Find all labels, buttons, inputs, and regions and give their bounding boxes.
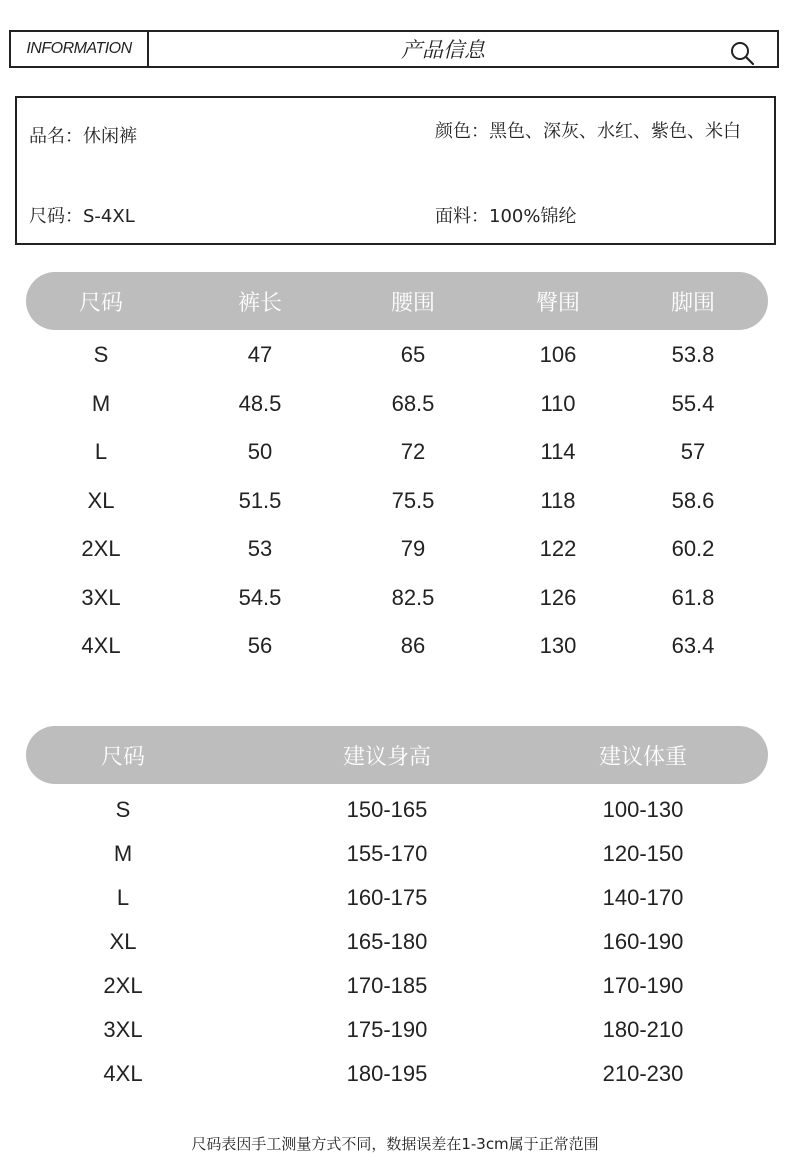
header-cell: 臀围 xyxy=(535,291,581,316)
product-colors: 颜色：黑色、深灰、水红、紫色、米白 xyxy=(435,121,741,142)
search-icon[interactable] xyxy=(729,40,755,66)
table-cell: 3XL xyxy=(81,584,121,610)
table-cell: 61.8 xyxy=(671,584,715,610)
table-cell: 210-230 xyxy=(602,1061,684,1086)
table-cell: 68.5 xyxy=(391,390,435,416)
table-cell: 60.2 xyxy=(671,536,715,561)
table-cell: S xyxy=(115,797,131,822)
table-cell: 140-170 xyxy=(602,885,684,910)
table-cell: 58.6 xyxy=(671,487,715,513)
table-cell: 126 xyxy=(539,584,577,610)
table-cell: S xyxy=(93,342,109,367)
table-row xyxy=(0,633,790,663)
table-cell: M xyxy=(91,390,111,416)
header-cell: 尺码 xyxy=(100,745,146,770)
table-cell: 53.8 xyxy=(671,342,715,367)
table-cell: 170-190 xyxy=(602,973,684,998)
table-cell: 72 xyxy=(400,439,426,464)
table-cell: 53 xyxy=(247,536,273,561)
table-cell: 63.4 xyxy=(671,633,715,658)
measurement-note: 尺码表因手工测量方式不同，数据误差在1-3cm属于正常范围 xyxy=(191,1135,599,1153)
table-row xyxy=(0,841,790,871)
table-cell: 65 xyxy=(400,342,426,367)
header-cell: 建议体重 xyxy=(598,745,688,770)
fit-table-header xyxy=(26,726,768,784)
table-cell: 2XL xyxy=(103,973,143,998)
table-row xyxy=(0,1061,790,1091)
size-table-header xyxy=(26,272,768,330)
header-cell: 尺码 xyxy=(78,291,124,316)
table-cell: 155-170 xyxy=(346,841,428,866)
header-cell: 建议身高 xyxy=(342,745,432,770)
table-row xyxy=(0,1017,790,1047)
table-cell: 170-185 xyxy=(346,973,428,998)
table-cell: 47 xyxy=(247,342,273,367)
table-cell: 57 xyxy=(680,439,706,464)
top-bar xyxy=(9,30,779,68)
table-cell: 175-190 xyxy=(346,1017,428,1042)
table-cell: 180-195 xyxy=(346,1061,428,1086)
table-cell: 4XL xyxy=(103,1061,143,1086)
header-cell: 腰围 xyxy=(390,291,436,316)
table-row xyxy=(0,488,790,518)
product-name: 品名：休闲裤 xyxy=(29,126,137,147)
table-cell: 114 xyxy=(540,439,576,464)
table-cell: 118 xyxy=(540,487,576,513)
table-cell: 160-190 xyxy=(602,929,684,954)
product-info-box xyxy=(15,96,776,245)
header-cell: 脚围 xyxy=(670,291,716,316)
table-cell: 4XL xyxy=(81,633,121,658)
table-cell: XL xyxy=(87,487,115,513)
table-cell: 180-210 xyxy=(602,1017,684,1042)
table-row xyxy=(0,342,790,372)
table-row xyxy=(0,439,790,469)
table-cell: M xyxy=(113,841,133,866)
page-title: 产品信息 xyxy=(401,38,485,62)
table-cell: 122 xyxy=(539,536,577,561)
table-row xyxy=(0,973,790,1003)
table-cell: 2XL xyxy=(81,536,121,561)
table-cell: 100-130 xyxy=(602,797,684,822)
header-cell: 裤长 xyxy=(237,291,283,316)
table-cell: 54.5 xyxy=(238,584,282,610)
table-cell: 55.4 xyxy=(671,390,715,416)
table-cell: 110 xyxy=(540,390,576,416)
table-cell: 3XL xyxy=(103,1017,143,1042)
product-size-range: 尺码：S-4XL xyxy=(29,206,135,227)
table-cell: 82.5 xyxy=(391,584,435,610)
table-cell: 86 xyxy=(400,633,426,658)
info-label: INFORMATION xyxy=(11,32,149,66)
table-row xyxy=(0,536,790,566)
table-cell: 106 xyxy=(539,342,577,367)
table-row xyxy=(0,929,790,959)
table-cell: 51.5 xyxy=(238,487,282,513)
table-cell: 120-150 xyxy=(602,841,684,866)
table-cell: 79 xyxy=(400,536,426,561)
table-cell: XL xyxy=(109,929,137,954)
table-cell: 160-175 xyxy=(346,885,428,910)
table-cell: 48.5 xyxy=(238,390,282,416)
table-cell: 130 xyxy=(539,633,577,658)
table-cell: L xyxy=(94,439,108,464)
table-cell: 165-180 xyxy=(346,929,428,954)
table-row xyxy=(0,391,790,421)
product-fabric: 面料：100%锦纶 xyxy=(435,206,577,227)
table-cell: 56 xyxy=(247,633,273,658)
table-cell: 75.5 xyxy=(391,487,435,513)
table-cell: L xyxy=(116,885,130,910)
table-cell: 150-165 xyxy=(346,797,428,822)
table-cell: 50 xyxy=(247,439,273,464)
table-row xyxy=(0,885,790,915)
table-row xyxy=(0,585,790,615)
table-row xyxy=(0,797,790,827)
